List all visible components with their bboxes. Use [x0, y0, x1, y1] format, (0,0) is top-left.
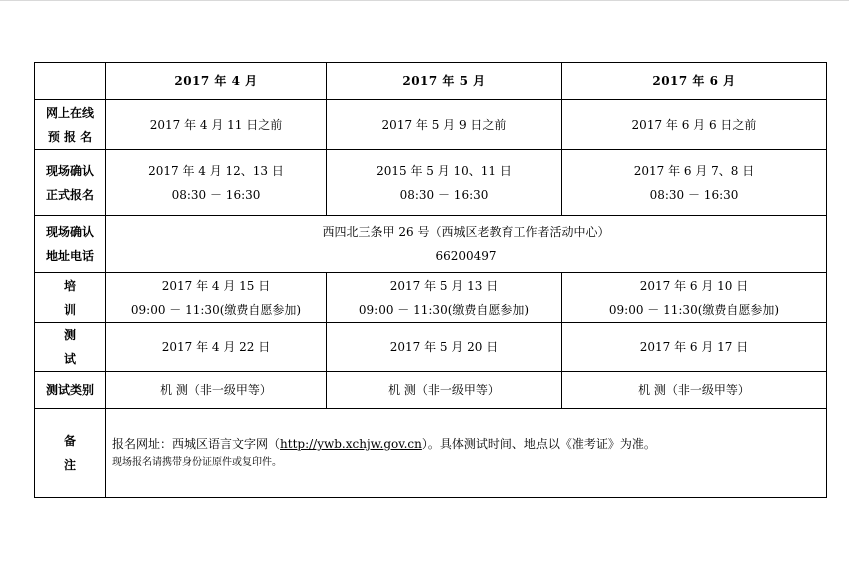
online-preregistration-row: [35, 100, 827, 150]
test-may: 2017 年 5 月 20 日: [327, 323, 562, 372]
test-row: [35, 323, 827, 372]
test-type-may: 机 测（非一级甲等）: [327, 372, 562, 409]
training-label: 培 训: [35, 273, 106, 323]
header-april: 2017 年 4 月: [106, 63, 327, 100]
address-cell: [106, 216, 827, 273]
test-type-june: 机 测（非一级甲等）: [562, 372, 827, 409]
header-may: 2017 年 5 月: [327, 63, 562, 100]
online-may: 2017 年 5 月 9 日之前: [327, 100, 562, 150]
test-june: 2017 年 6 月 17 日: [562, 323, 827, 372]
registration-website-link[interactable]: http://ywb.xchjw.gov.cn: [280, 437, 422, 451]
notes-line-1: 报名网址：西城区语言文字网（http://ywb.xchjw.gov.cn）。具体测试时间、地点以《准考证》为准。: [112, 437, 656, 451]
test-label: 测 试: [35, 323, 106, 372]
training-june: 2017 年 6 月 10 日 09:00 － 11:30(缴费自愿参加): [562, 273, 827, 323]
test-april: 2017 年 4 月 22 日: [106, 323, 327, 372]
training-row: [35, 273, 827, 323]
phone-number: 66200497: [435, 249, 497, 263]
notes-cell: [106, 409, 827, 498]
training-april: 2017 年 4 月 15 日 09:00 － 11:30(缴费自愿参加): [106, 273, 327, 323]
onsite-june: 2017 年 6 月 7、8 日 08:30 － 16:30: [562, 150, 827, 216]
training-may: 2017 年 5 月 13 日 09:00 － 11:30(缴费自愿参加): [327, 273, 562, 323]
online-april: 2017 年 4 月 11 日之前: [106, 100, 327, 150]
test-type-row: [35, 372, 827, 409]
onsite-label: 现场确认 正式报名: [35, 150, 106, 216]
onsite-registration-row: [35, 150, 827, 216]
onsite-may: 2015 年 5 月 10、11 日 08:30 － 16:30: [327, 150, 562, 216]
registration-schedule-table: [34, 62, 827, 498]
top-rule: [0, 0, 849, 1]
onsite-april: 2017 年 4 月 12、13 日 08:30 － 16:30: [106, 150, 327, 216]
notes-label: 备 注: [35, 409, 106, 498]
notes-line-2: 现场报名请携带身份证原件或复印件。: [112, 457, 282, 468]
test-type-label: 测试类别: [35, 372, 106, 409]
header-june: 2017 年 6 月: [562, 63, 827, 100]
corner-cell: [35, 63, 106, 100]
address-row: [35, 216, 827, 273]
address-label: 现场确认 地址电话: [35, 216, 106, 273]
online-june: 2017 年 6 月 6 日之前: [562, 100, 827, 150]
online-label: 网上在线 预 报 名: [35, 100, 106, 150]
test-type-april: 机 测（非一级甲等）: [106, 372, 327, 409]
header-row: [35, 63, 827, 100]
address-text: 西四北三条甲 26 号（西城区老教育工作者活动中心）: [322, 225, 610, 239]
notes-row: [35, 409, 827, 498]
